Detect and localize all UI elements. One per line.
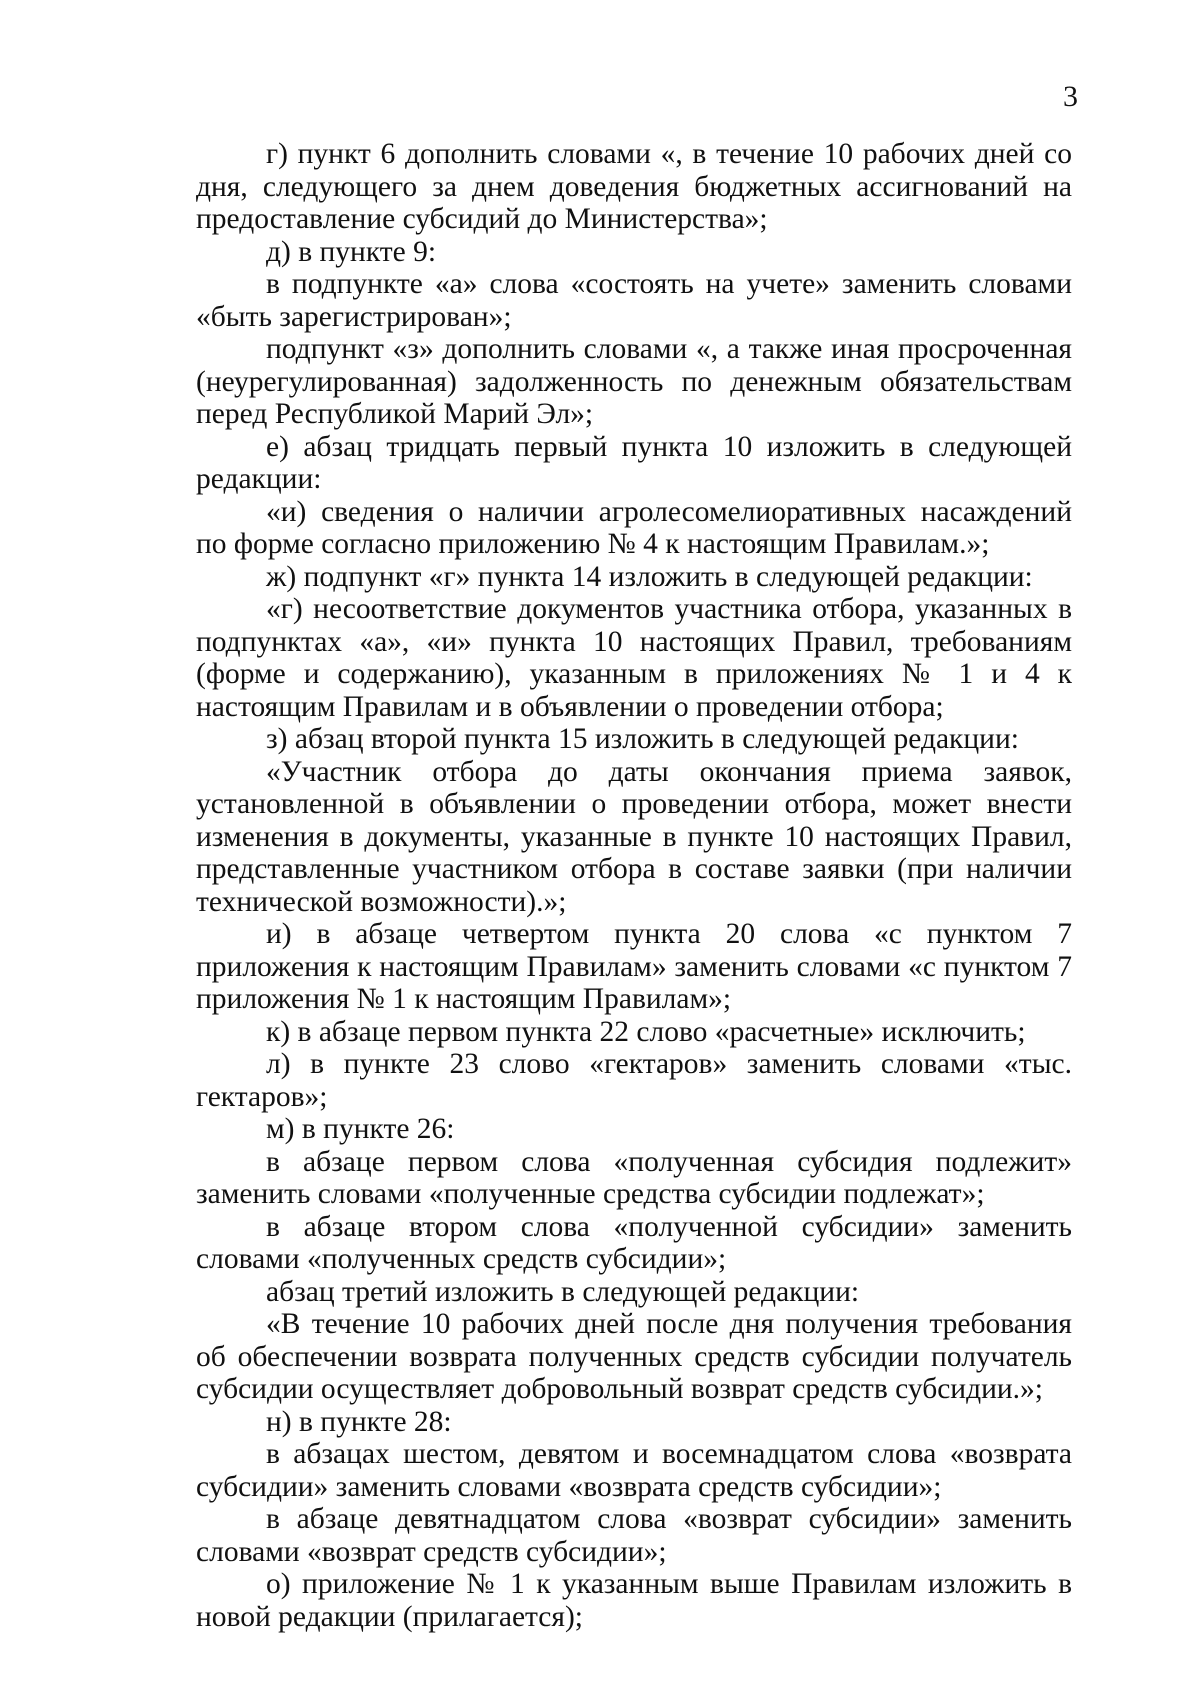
paragraph-abzac-19: в абзаце девятнадцатом слова «возврат субсидии» заменить словами «возврат средств субсидии»; — [196, 1503, 1072, 1568]
paragraph-i-agroforestry: «и) сведения о наличии агролесомелиоративных насаждений по форме согласно приложению № 4 к настоящим Правилам.»; — [196, 495, 1072, 560]
paragraph-k-point-22: к) в абзаце первом пункта 22 слово «расчетные» исключить; — [266, 1015, 1026, 1048]
paragraph-subpoint-z: подпункт «з» дополнить словами «, а также иная просроченная (неурегулированная) задолженность по денежным обязательствам перед Республикой Марий Эл»; — [196, 333, 1072, 430]
paragraph-participant-changes: «Участник отбора до даты окончания приема заявок, установленной в объявлении о проведении отбора, может внести изменения в документы, указанные в пункте 10 настоящих Правил, представленные участником отбора в составе заявки (при наличии технической возможности).»; — [196, 755, 1072, 918]
paragraph-m-point-26: м) в пункте 26: — [266, 1113, 455, 1145]
paragraph-n-point-28: н) в пункте 28: — [266, 1405, 452, 1438]
document-body — [196, 138, 1072, 1633]
paragraph-subpoint-a: в подпункте «а» слова «состоять на учете» заменить словами «быть зарегистрирован»; — [196, 268, 1072, 333]
paragraph-first-abzac-26: в абзаце первом слова «полученная субсидия подлежит» заменить словами «полученные средства субсидии подлежат»; — [196, 1145, 1072, 1210]
paragraph-i-point-20: и) в абзаце четвертом пункта 20 слова «с пунктом 7 приложения к настоящим Правилам» заменить словами «с пунктом 7 приложения № 1 к настоящим Правилам»; — [196, 918, 1072, 1015]
paragraph-abzacs-6-9-18: в абзацах шестом, девятом и восемнадцатом слова «возврата субсидии» заменить словами «возврата средств субсидии»; — [196, 1438, 1072, 1503]
paragraph-o-appendix-1: о) приложение № 1 к указанным выше Правилам изложить в новой редакции (прилагается); — [196, 1568, 1072, 1633]
paragraph-second-abzac-26: в абзаце втором слова «полученной субсидии» заменить словами «полученных средств субсидии»; — [196, 1210, 1072, 1275]
paragraph-d-point-9: д) в пункте 9: — [266, 235, 437, 268]
paragraph-third-abzac-26: абзац третий изложить в следующей редакции: — [266, 1275, 860, 1308]
paragraph-g-noncompliance: «г) несоответствие документов участника отбора, указанных в подпунктах «а», «и» пункта 10 настоящих Правил, требованиям (форме и содержанию), указанным в приложениях № 1 и 4 к настоящим Правилам и в объявлении о проведении отбора; — [196, 593, 1072, 723]
paragraph-e-point-10: е) абзац тридцать первый пункта 10 изложить в следующей редакции: — [196, 430, 1072, 495]
page-number: 3 — [1063, 80, 1078, 113]
paragraph-l-point-23: л) в пункте 23 слово «гектаров» заменить словами «тыс. гектаров»; — [196, 1048, 1072, 1113]
paragraph-voluntary-return: «В течение 10 рабочих дней после дня получения требования об обеспечении возврата полученных средств субсидии получатель субсидии осуществляет добровольный возврат средств субсидии.»; — [196, 1308, 1072, 1405]
paragraph-zh-point-14: ж) подпункт «г» пункта 14 изложить в следующей редакции: — [266, 560, 1033, 593]
paragraph-z-point-15: з) абзац второй пункта 15 изложить в следующей редакции: — [266, 723, 1019, 755]
paragraph-g-point-6: г) пункт 6 дополнить словами «, в течение 10 рабочих дней со дня, следующего за днем доведения бюджетных ассигнований на предоставление субсидий до Министерства»; — [196, 138, 1072, 235]
